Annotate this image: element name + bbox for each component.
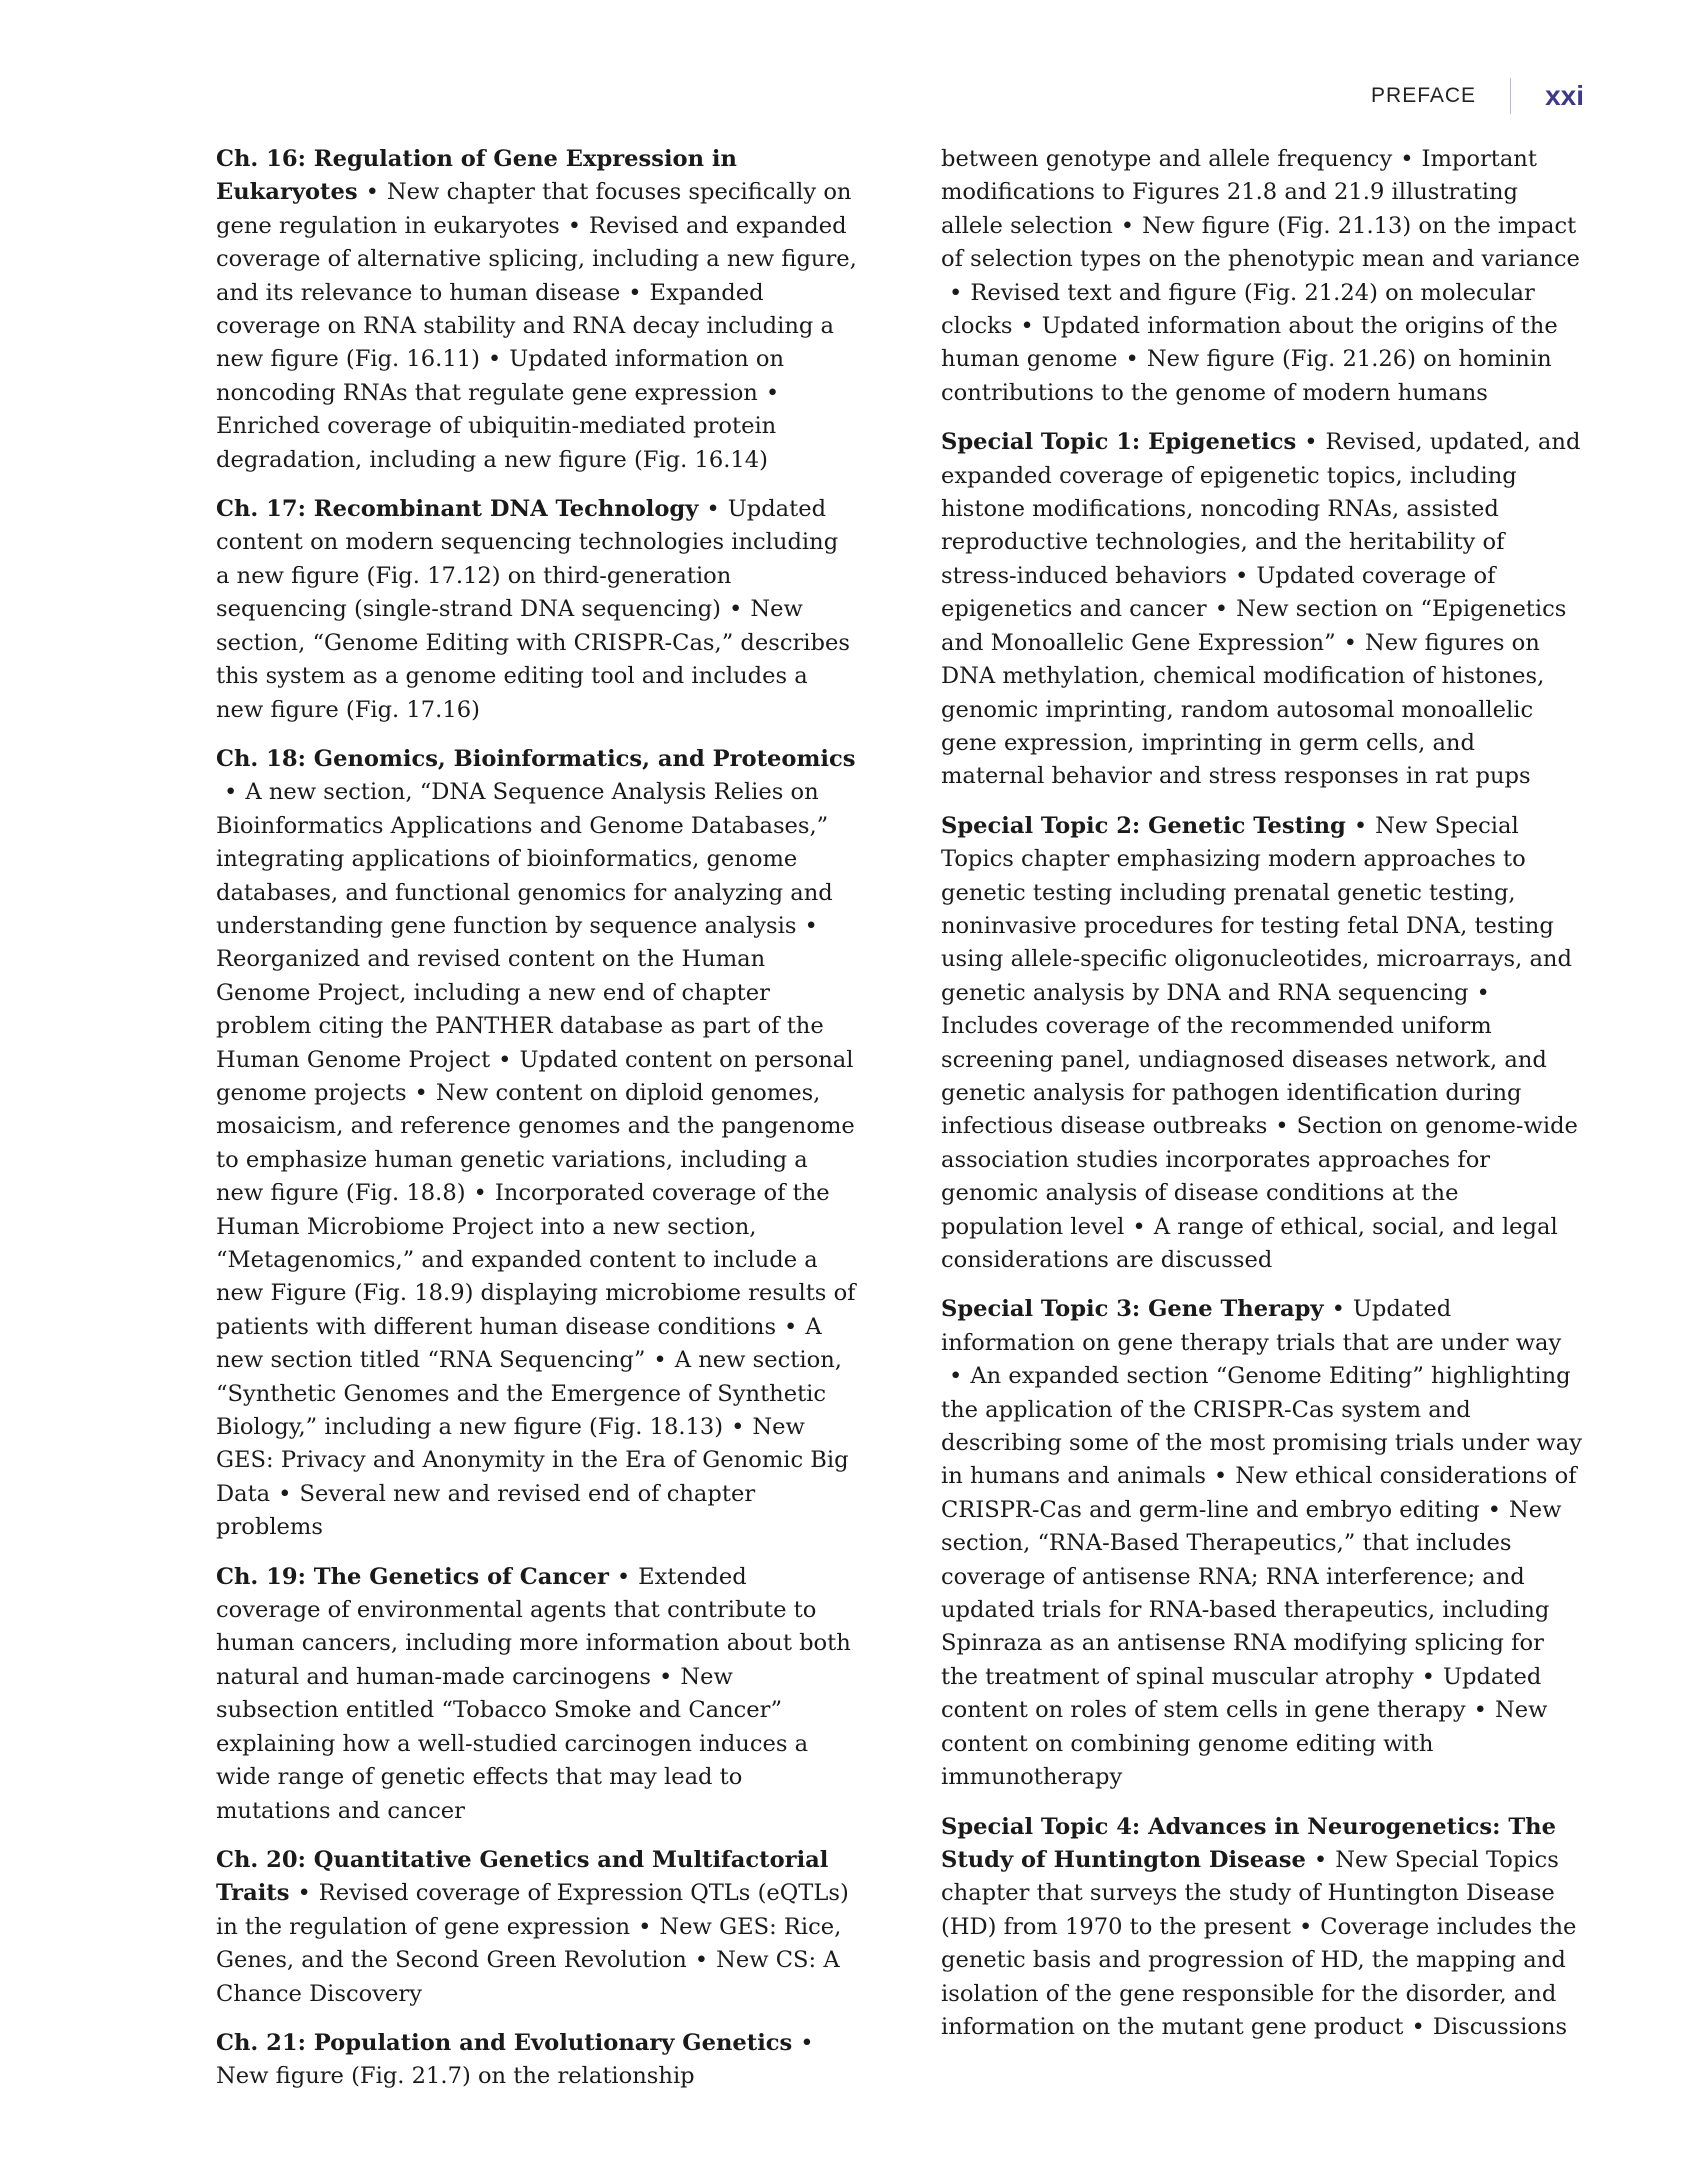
- bullet-separator: •: [498, 1046, 512, 1073]
- chapter-entry: [941, 426, 1583, 793]
- bullet-separator: •: [694, 1947, 709, 1974]
- bullet-separator: •: [297, 1880, 311, 1907]
- entry-item: New GES: Privacy and Anonymity in the Era of Genomic Big Data: [216, 1414, 849, 1507]
- entry-item: New chapter that focuses specifically on gene regulation in eukaryotes: [216, 179, 852, 239]
- bullet-separator: •: [1020, 313, 1034, 340]
- bullet-separator: •: [1476, 979, 1490, 1006]
- chapter-entry: [941, 1293, 1583, 1794]
- entry-item: New GES: Rice, Genes, and the Second Green Revolution: [216, 1913, 842, 1974]
- entry-item: Reorganized and revised content on the Human Genome Project, including a new end of chapter problem citing the PANTHER database as part of the Human Genome Project: [216, 946, 824, 1073]
- bullet-separator: •: [1313, 1846, 1328, 1873]
- entry-item: A new section titled “RNA Sequencing”: [216, 1313, 822, 1374]
- bullet-separator: •: [729, 596, 743, 623]
- entry-item: Updated coverage of epigenetics and cancer: [941, 562, 1496, 623]
- chapter-entry: [216, 743, 858, 1545]
- bullet-separator: •: [949, 279, 963, 306]
- bullet-separator: •: [638, 1913, 652, 1940]
- entry-item: New ethical considerations of CRISPR-Cas and germ-line and embryo editing: [941, 1463, 1577, 1523]
- right-column: [941, 143, 1583, 2060]
- entry-item: Extended coverage of environmental agents that contribute to human cancers, including more information about both natural and human-made carcinogens: [216, 1563, 851, 1690]
- bullet-separator: •: [1343, 629, 1357, 656]
- chapter-entry: [941, 810, 1583, 1278]
- entry-item: New Special Topics chapter emphasizing modern approaches to genetic testing including prenatal genetic testing, noninvasive procedures for testing fetal DNA, testing using allele-specific oligonucleotides, microarrays, and genetic analysis by DNA and RNA sequencing: [941, 812, 1572, 1006]
- entry-item: New content on diploid genomes, mosaicism, and reference genomes and the pangenome to emphasize human genetic variations, including a new figure (Fig. 18.8): [216, 1079, 855, 1207]
- entry-item: Coverage includes the genetic basis and progression of HD, the mapping and isolation of the gene responsible for the disorder, and information on the mutant gene product: [941, 1913, 1577, 2040]
- bullet-separator: •: [653, 1347, 667, 1374]
- bullet-separator: •: [1473, 1697, 1487, 1724]
- entry-item: Important modifications to Figures 21.8 and 21.9 illustrating allele selection: [941, 146, 1537, 239]
- entry-item: New CS: A Chance Discovery: [216, 1947, 840, 2007]
- entry-title: Ch. 18: Genomics, Bioinformatics, and Proteomics: [216, 745, 856, 772]
- chapter-entry: [216, 1561, 858, 1828]
- entry-item: New figures on DNA methylation, chemical modification of histones, genomic imprinting, random autosomal monoallelic gene expression, imprinting in germ cells, and maternal behavior and stress responses in rat pups: [941, 629, 1545, 790]
- entry-item: A new section, “Synthetic Genomes and the Emergence of Synthetic Biology,” including a new figure (Fig. 18.13): [216, 1347, 842, 1441]
- entry-item: New figure (Fig. 21.13) on the impact of selection types on the phenotypic mean and variance: [941, 212, 1580, 273]
- entry-item: Updated information about the origins of the human genome: [941, 313, 1558, 373]
- entry-item: Revised coverage of Expression QTLs (eQTLs) in the regulation of gene expression: [216, 1880, 849, 1940]
- entry-item: Updated information on noncoding RNAs that regulate gene expression: [216, 346, 785, 406]
- entry-item: A new section, “DNA Sequence Analysis Relies on Bioinformatics Applications and Genome Databases,” integrating applications of bioinformatics, genome databases, and functional genomics for analyzing and understanding gene function by sequence analysis: [216, 779, 833, 939]
- bullet-separator: •: [706, 496, 720, 523]
- chapter-entry: [216, 2027, 858, 2094]
- bullet-separator: •: [567, 212, 582, 239]
- bullet-separator: •: [1120, 212, 1135, 239]
- bullet-separator: •: [949, 1363, 963, 1390]
- bullet-separator: •: [1298, 1913, 1313, 1940]
- bullet-separator: •: [800, 2029, 814, 2056]
- bullet-separator: •: [1125, 346, 1139, 373]
- entry-item: Discussions: [1432, 2013, 1568, 2040]
- page-number: xxi: [1545, 80, 1584, 111]
- entry-title: Special Topic 4: Advances in Neurogenetics: The Study of Huntington Disease: [941, 1813, 1556, 1873]
- entry-title: Ch. 20: Quantitative Genetics and Multifactorial Traits: [216, 1846, 829, 1907]
- entry-title: Ch. 17: Recombinant DNA Technology: [216, 496, 699, 523]
- chapter-entry: [216, 493, 858, 727]
- chapter-entry: [216, 143, 858, 477]
- entry-title: Special Topic 1: Epigenetics: [941, 429, 1297, 456]
- left-column: [216, 143, 858, 2110]
- bullet-separator: •: [1421, 1663, 1435, 1690]
- entry-item: Expanded coverage on RNA stability and RNA decay including a new figure (Fig. 16.11): [216, 279, 835, 373]
- entry-item: between genotype and allele frequency: [941, 146, 1393, 172]
- entry-item: Updated content on personal genome projects: [216, 1046, 854, 1106]
- entry-item: Revised and expanded coverage of alternative splicing, including a new figure, and its relevance to human disease: [216, 212, 857, 306]
- entry-item: New subsection entitled “Tobacco Smoke and Cancer” explaining how a well-studied carcinogen induces a wide range of genetic effects that may lead to mutations and cancer: [216, 1663, 809, 1824]
- bullet-separator: •: [731, 1414, 745, 1441]
- entry-title: Ch. 16: Regulation of Gene Expression in Eukaryotes: [216, 146, 737, 206]
- entry-title: Ch. 21: Population and Evolutionary Genetics: [216, 2029, 793, 2056]
- entry-item: Revised text and figure (Fig. 21.24) on molecular clocks: [941, 279, 1535, 340]
- entry-item: Section on genome-wide association studies incorporates approaches for genomic analysis of disease conditions at the population level: [941, 1113, 1578, 1240]
- bullet-separator: •: [224, 779, 238, 806]
- bullet-separator: •: [1275, 1113, 1289, 1140]
- section-label: PREFACE: [1371, 84, 1477, 107]
- bullet-separator: •: [1353, 812, 1368, 839]
- bullet-separator: •: [414, 1079, 428, 1106]
- bullet-separator: •: [1331, 1296, 1345, 1323]
- bullet-separator: •: [1132, 1213, 1146, 1240]
- bullet-separator: •: [659, 1663, 673, 1690]
- bullet-separator: •: [804, 912, 818, 939]
- entry-item: New figure (Fig. 21.7) on the relationship: [216, 2063, 695, 2090]
- entry-item: New section, “RNA-Based Therapeutics,” that includes coverage of antisense RNA; RNA interference; and updated trials for RNA-based therapeutics, including Spinraza as an antisense RNA modifying splicing for the treatment of spinal muscular atrophy: [941, 1496, 1562, 1690]
- entry-item: Several new and revised end of chapter problems: [216, 1480, 756, 1541]
- bullet-separator: •: [1214, 596, 1229, 623]
- chapter-entry: [941, 143, 1583, 410]
- running-head: [1371, 78, 1584, 114]
- entry-item: New section on “Epigenetics and Monoallelic Gene Expression”: [941, 596, 1567, 656]
- entry-item: Incorporated coverage of the Human Microbiome Project into a new section, “Metagenomics,” and expanded content to include a new Figure (Fig. 18.9) displaying microbiome results of patients with different human disease conditions: [216, 1180, 856, 1340]
- bullet-separator: •: [628, 279, 642, 306]
- entry-item: Enriched coverage of ubiquitin-mediated protein degradation, including a new figure (Fig. 16.14): [216, 413, 777, 473]
- entry-item: Revised, updated, and expanded coverage of epigenetic topics, including histone modifications, noncoding RNAs, assisted reproductive technologies, and the heritability of stress-induced behaviors: [941, 429, 1581, 589]
- entry-item: New section, “Genome Editing with CRISPR-Cas,” describes this system as a genome editing tool and includes a new figure (Fig. 17.16): [216, 596, 850, 723]
- entry-item: New Special Topics chapter that surveys the study of Huntington Disease (HD) from 1970 to the present: [941, 1846, 1559, 1940]
- bullet-separator: •: [765, 379, 780, 406]
- entry-item: Includes coverage of the recommended uniform screening panel, undiagnosed diseases network, and genetic analysis for pathogen identification during infectious disease outbreaks: [941, 1013, 1547, 1140]
- bullet-separator: •: [1234, 562, 1249, 589]
- entry-title: Special Topic 2: Genetic Testing: [941, 812, 1346, 839]
- bullet-separator: •: [365, 179, 379, 206]
- bullet-separator: •: [473, 1180, 487, 1207]
- entry-item: A range of ethical, social, and legal considerations are discussed: [941, 1213, 1558, 1273]
- entry-title: Ch. 19: The Genetics of Cancer: [216, 1563, 609, 1590]
- entry-item: An expanded section “Genome Editing” highlighting the application of the CRISPR-Cas system and describing some of the most promising trials under way in humans and animals: [941, 1363, 1582, 1490]
- entry-title: Special Topic 3: Gene Therapy: [941, 1296, 1324, 1323]
- bullet-separator: •: [1304, 429, 1318, 456]
- bullet-separator: •: [784, 1313, 798, 1340]
- bullet-separator: •: [1400, 146, 1414, 172]
- entry-item: Updated content on roles of stem cells in gene therapy: [941, 1663, 1542, 1724]
- chapter-entry: [941, 1811, 1583, 2045]
- entry-item: Updated information on gene therapy trials that are under way: [941, 1296, 1562, 1356]
- entry-item: Updated content on modern sequencing technologies including a new figure (Fig. 17.12) on third-generation sequencing (single-strand DNA sequencing): [216, 496, 839, 623]
- chapter-entry: [216, 1844, 858, 2011]
- bullet-separator: •: [1487, 1496, 1501, 1523]
- bullet-separator: •: [1213, 1463, 1228, 1490]
- bullet-separator: •: [278, 1480, 292, 1507]
- entry-item: New figure (Fig. 21.26) on hominin contributions to the genome of modern humans: [941, 346, 1552, 406]
- bullet-separator: •: [487, 346, 502, 373]
- bullet-separator: •: [616, 1563, 631, 1590]
- entry-item: New content on combining genome editing with immunotherapy: [941, 1697, 1548, 1791]
- bullet-separator: •: [1411, 2013, 1425, 2040]
